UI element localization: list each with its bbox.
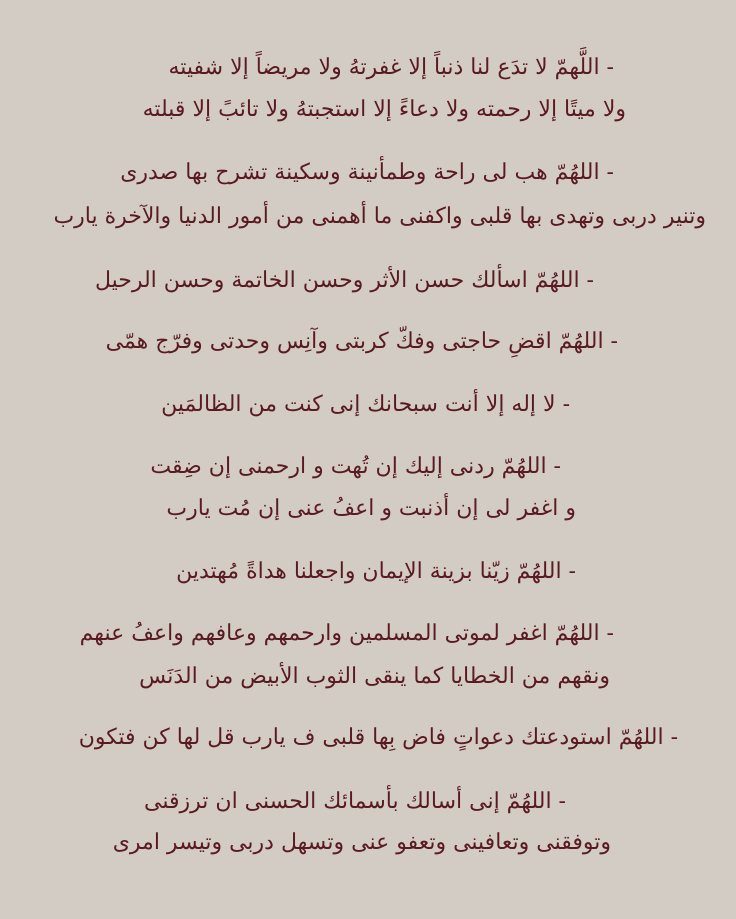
dua-2-line-1: - اللهُمّ هب لى راحة وطمأنينة وسكينة تشرح بها صدرى	[120, 160, 614, 185]
dua-9-line-1: - اللهُمّ استودعتك دعواتٍ فاض بِها قلبى ف يارب قل لها كن فتكون	[78, 725, 678, 750]
dua-5-line-1: - لا إله إلا أنت سبحانك إنى كنت من الظالمَين	[161, 392, 570, 417]
dua-8-line-1: - اللهُمّ اغفر لموتى المسلمين وارحمهم وعافهم واعفُ عنهم	[79, 621, 614, 646]
dua-4-line-1: - اللهُمّ اقضِ حاجتى وفكّ كربتى وآنِس وحدتى وفرّج همّى	[105, 329, 618, 354]
dua-10-line-1: - اللهُمّ إنى أسالك بأسمائك الحسنى ان ترزقنى	[144, 789, 566, 814]
dua-6-line-1: - اللهُمّ ردنى إليك إن تُهت و ارحمنى إن ضِقت	[150, 454, 561, 479]
dua-1-line-2: ولا ميتًا إلا رحمته ولا دعاءً إلا استجبتهُ ولا تائبً إلا قبلته	[142, 97, 626, 122]
dua-8-line-2: ونقهم من الخطايا كما ينقى الثوب الأبيض من الدَنَس	[139, 664, 610, 689]
dua-2-line-2: وتنير دربى وتهدى بها قلبى واكفنى ما أهمنى من أمور الدنيا والآخرة يارب	[53, 204, 706, 229]
dua-1-line-1: - اللَّهمّ لا تدَع لنا ذنباً إلا غفرتهُ ولا مريضاً إلا شفيته	[168, 55, 614, 80]
dua-6-line-2: و اغفر لى إن أذنبت و اعفُ عنى إن مُت يارب	[166, 496, 576, 521]
dua-10-line-2: وتوفقنى وتعافينى وتعفو عنى وتسهل دربى وتيسر امرى	[112, 830, 611, 855]
dua-3-line-1: - اللهُمّ اسألك حسن الأثر وحسن الخاتمة وحسن الرحيل	[94, 268, 594, 293]
dua-7-line-1: - اللهُمّ زيّنا بزينة الإيمان واجعلنا هداةً مُهتدين	[176, 559, 576, 584]
